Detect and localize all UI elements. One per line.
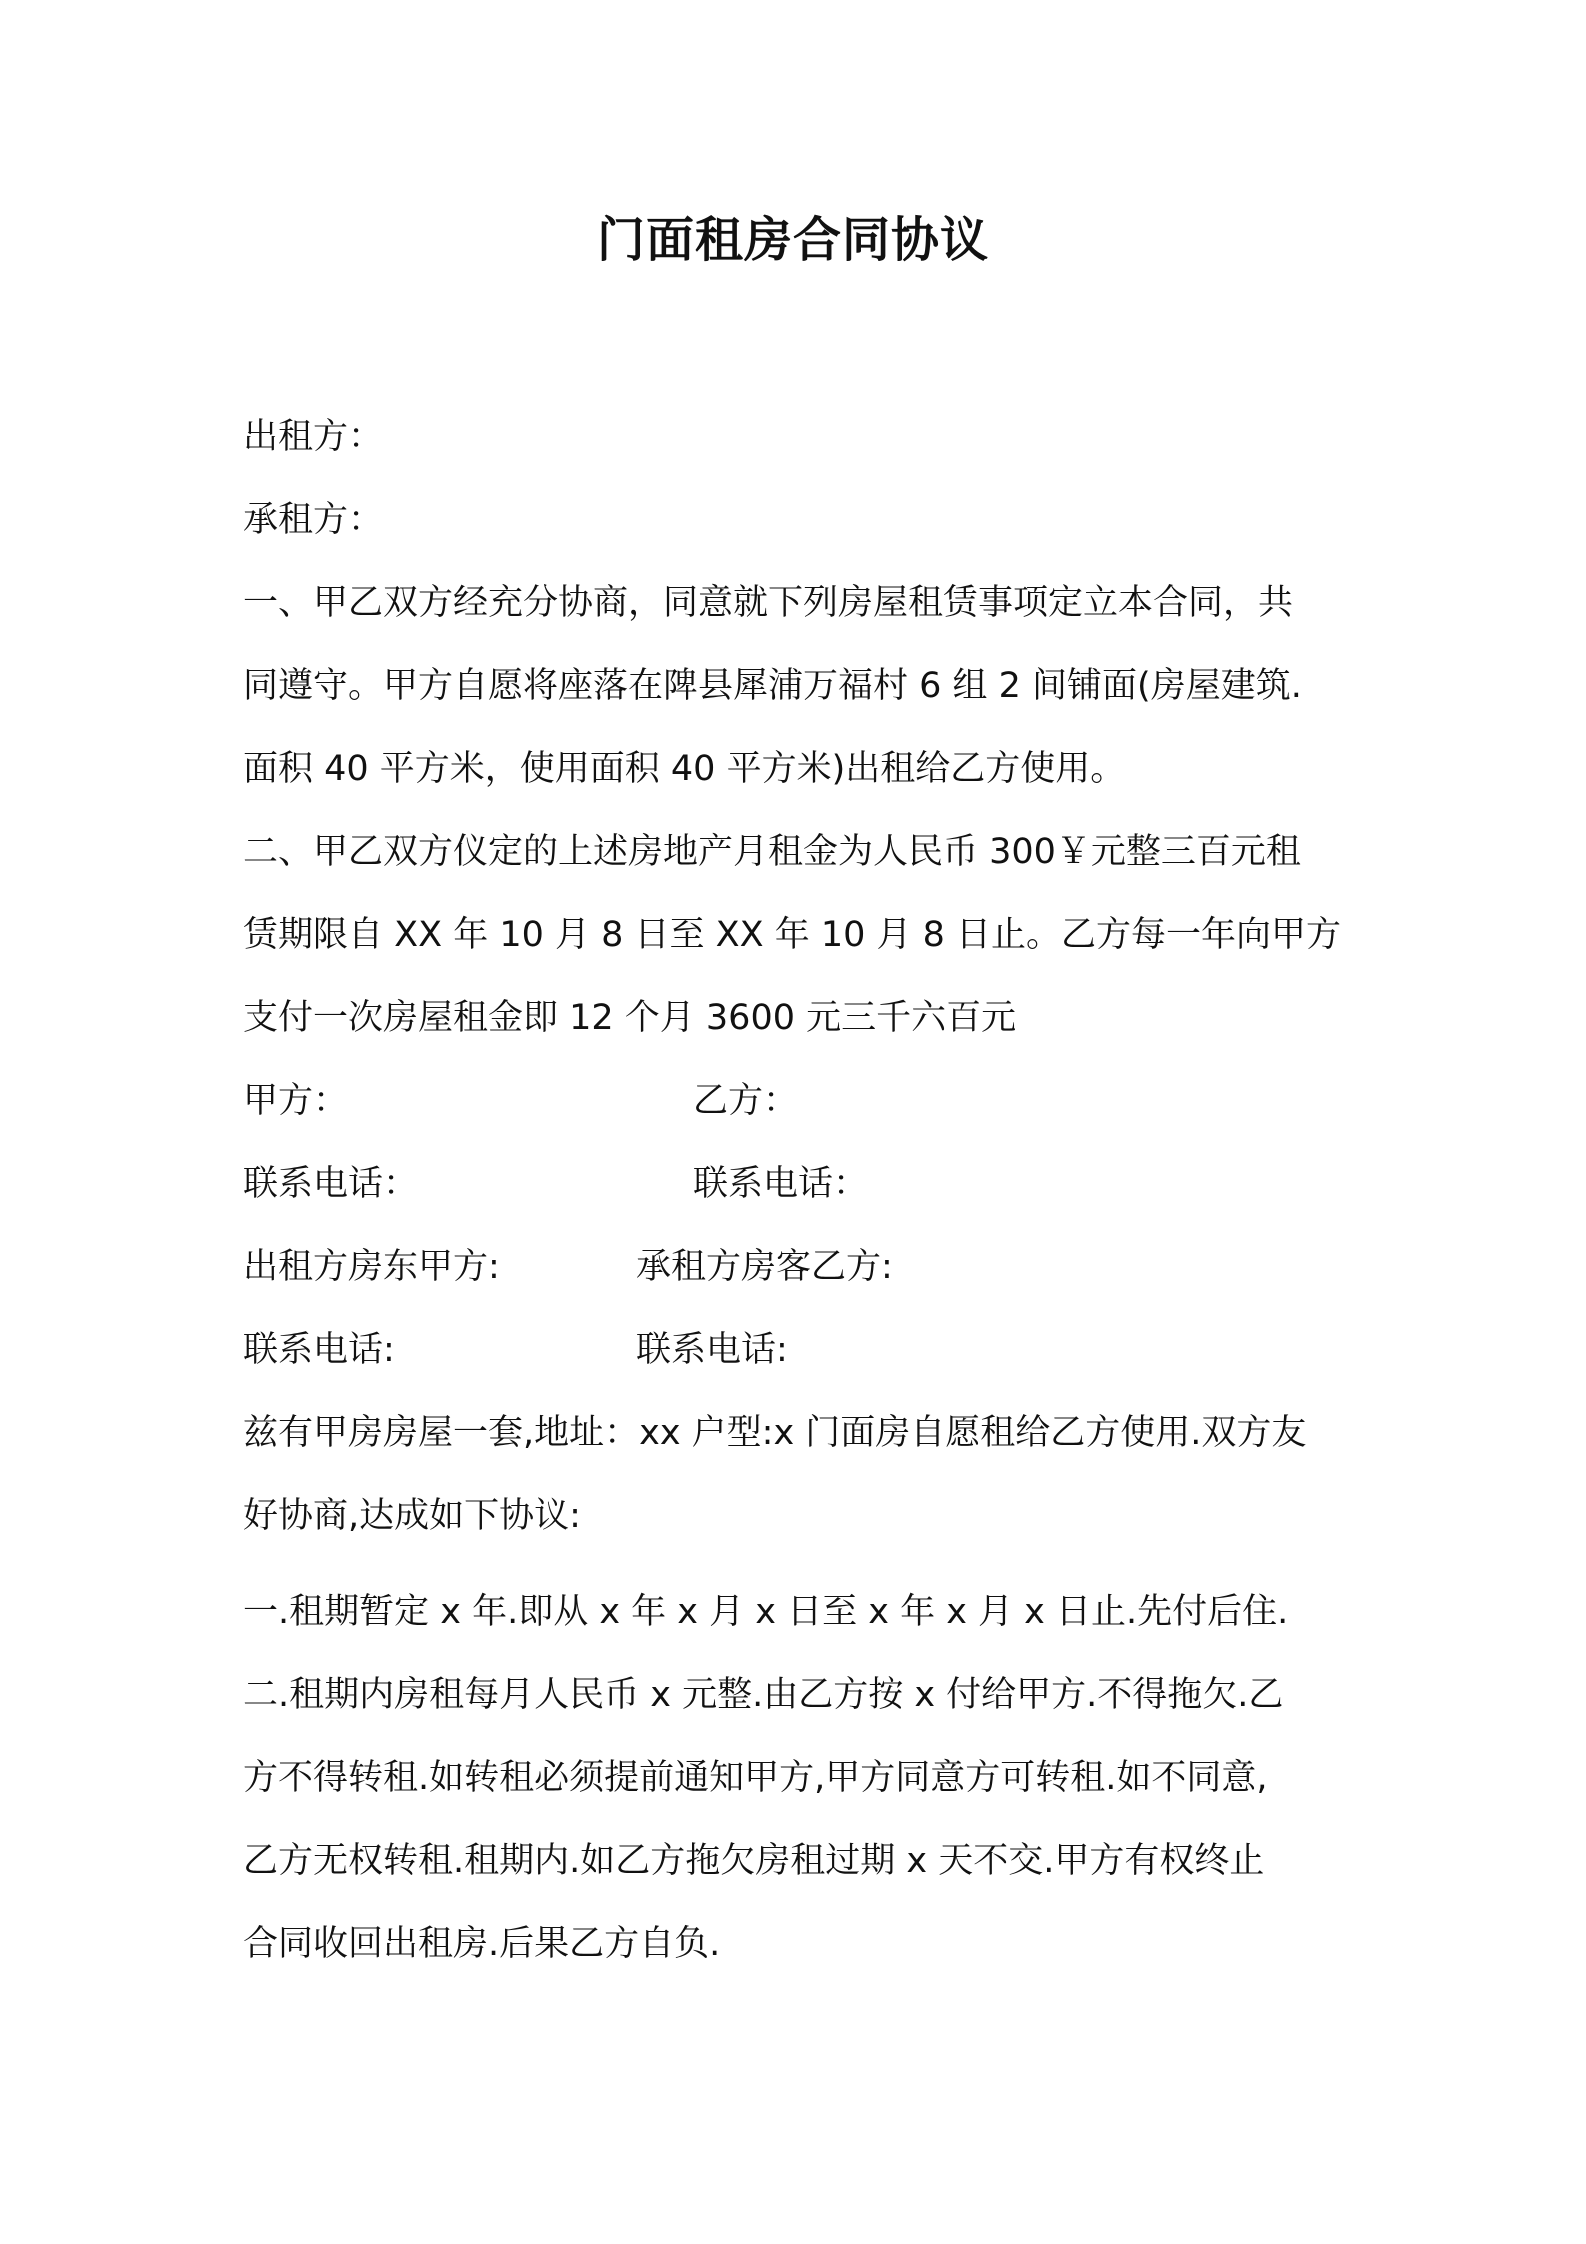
lessor-label: 出租方： (243, 417, 384, 457)
para1-line-2: 同遵守。甲方自愿将座落在陴县犀浦万福村 6 组 2 间铺面(房屋建筑. (243, 666, 1302, 706)
signature-row-2 (243, 1245, 500, 1289)
para3-line-1: 兹有甲房房屋一套,地址：xx 户型:x 门面房自愿租给乙方使用.双方友 (243, 1413, 1307, 1453)
signature-row-2-right (636, 1245, 893, 1289)
para2-line-2: 赁期限自 XX 年 10 月 8 日至 XX 年 10 月 8 日止。乙方每一年向甲方 (243, 915, 1342, 955)
landlord-phone-label: 联系电话: (243, 1330, 395, 1370)
landlord-label: 出租方房东甲方: (243, 1247, 500, 1287)
phone-row-2-right (636, 1328, 788, 1372)
para3-line-2: 好协商,达成如下协议: (243, 1496, 581, 1536)
clause2-line-1: 二.租期内房租每月人民币 x 元整.由乙方按 x 付给甲方.不得拖欠.乙 (243, 1675, 1284, 1715)
phone-row-1 (243, 1162, 418, 1206)
clause1-line: 一.租期暂定 x 年.即从 x 年 x 月 x 日至 x 年 x 月 x 日止.先付后住. (243, 1592, 1289, 1632)
lessee-label: 承租方： (243, 500, 384, 540)
clause2-line-2: 方不得转租.如转租必须提前通知甲方,甲方同意方可转租.如不同意, (243, 1758, 1268, 1798)
clause2-line-4: 合同收回出租房.后果乙方自负. (243, 1924, 721, 1964)
tenant-phone-label: 联系电话: (636, 1330, 788, 1370)
party-b-phone-label: 联系电话： (693, 1164, 869, 1204)
signature-row-1 (243, 1079, 348, 1123)
phone-row-1-right (693, 1162, 868, 1206)
clause2-line-3: 乙方无权转租.租期内.如乙方拖欠房租过期 x 天不交.甲方有权终止 (243, 1841, 1265, 1881)
party-a-label: 甲方： (243, 1081, 349, 1121)
document-title: 门面租房合同协议 (596, 212, 989, 268)
party-b-label: 乙方： (693, 1081, 799, 1121)
phone-row-2 (243, 1328, 395, 1372)
para1-line-1: 一、甲乙双方经充分协商，同意就下列房屋租赁事项定立本合同，共 (243, 583, 1294, 623)
party-a-phone-label: 联系电话： (243, 1164, 419, 1204)
para1-line-3: 面积 40 平方米，使用面积 40 平方米)出租给乙方使用。 (243, 749, 1126, 789)
para2-line-3: 支付一次房屋租金即 12 个月 3600 元三千六百元 (243, 998, 1017, 1038)
tenant-label: 承租方房客乙方: (636, 1247, 893, 1287)
signature-row-1-right (693, 1079, 798, 1123)
para2-line-1: 二、甲乙双方仪定的上述房地产月租金为人民币 300￥元整三百元租 (243, 832, 1301, 872)
